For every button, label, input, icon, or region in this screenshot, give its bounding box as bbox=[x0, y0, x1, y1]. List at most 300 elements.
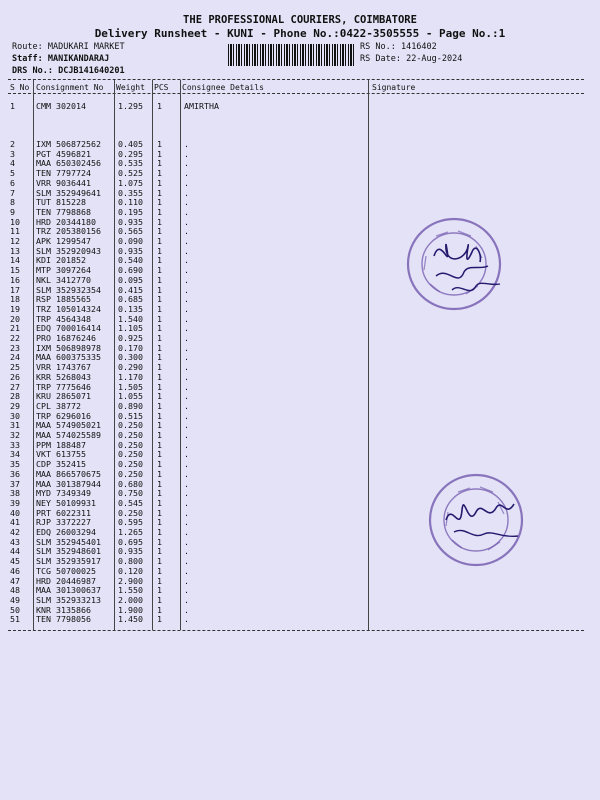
table-row bbox=[0, 188, 600, 198]
cell-consignment: HRD 20446987 bbox=[36, 575, 96, 586]
cell-sno: 44 bbox=[10, 546, 20, 557]
cell-consignment: MAA 301300637 bbox=[36, 585, 101, 596]
cell-consignee: . bbox=[184, 391, 189, 402]
cell-sno: 36 bbox=[10, 468, 20, 479]
cell-consignment: HRD 20344180 bbox=[36, 216, 96, 227]
cell-consignment: CPL 38772 bbox=[36, 400, 81, 411]
cell-sno: 38 bbox=[10, 488, 20, 499]
table-row bbox=[0, 614, 600, 624]
cell-sno: 49 bbox=[10, 594, 20, 605]
cell-pcs: 1 bbox=[157, 459, 162, 470]
cell-weight: 0.250 bbox=[118, 430, 143, 440]
cell-pcs: 1 bbox=[157, 556, 162, 567]
cell-consignment: IXM 506872562 bbox=[36, 139, 101, 149]
cell-consignment: PRT 6022311 bbox=[36, 507, 91, 518]
table-row bbox=[0, 576, 600, 586]
cell-sno: 48 bbox=[10, 585, 20, 596]
cell-sno: 29 bbox=[10, 400, 20, 411]
cell-weight: 0.250 bbox=[118, 507, 143, 518]
cell-weight: 0.535 bbox=[118, 158, 143, 169]
cell-pcs: 1 bbox=[157, 449, 162, 460]
cell-consignee: . bbox=[184, 177, 189, 188]
cell-consignee: . bbox=[184, 313, 189, 324]
col-header-consignment: Consignment No bbox=[36, 83, 104, 92]
cell-consignee: . bbox=[184, 294, 189, 305]
runsheet-subtitle: Delivery Runsheet - KUNI - Phone No.:0422-3505555 - Page No.:1 bbox=[94, 27, 506, 40]
cell-consignee: . bbox=[184, 362, 189, 373]
cell-weight: 0.250 bbox=[118, 420, 143, 431]
staff-value: MANIKANDARAJ bbox=[47, 54, 110, 64]
cell-pcs: 1 bbox=[157, 400, 162, 411]
cell-consignment: KRU 2865071 bbox=[36, 391, 91, 402]
cell-weight: 0.295 bbox=[118, 148, 143, 159]
cell-consignment: PGT 4596821 bbox=[36, 148, 91, 159]
cell-consignment: TEN 7798868 bbox=[36, 206, 91, 217]
cell-consignee: . bbox=[184, 488, 189, 499]
cell-sno: 23 bbox=[10, 342, 20, 353]
col-header-signature: Signature bbox=[372, 83, 416, 92]
cell-weight: 0.695 bbox=[118, 536, 143, 547]
cell-sno: 4 bbox=[10, 158, 15, 169]
cell-sno: 1 bbox=[10, 101, 15, 111]
cell-sno: 51 bbox=[10, 614, 20, 625]
rs-no-value: 1416402 bbox=[400, 42, 437, 52]
cell-weight: 0.685 bbox=[118, 294, 143, 305]
cell-consignee: . bbox=[184, 546, 189, 557]
table-row bbox=[0, 382, 600, 392]
cell-consignment: TRP 4564348 bbox=[36, 313, 91, 324]
drs-value: DCJB141640201 bbox=[58, 66, 125, 76]
cell-pcs: 1 bbox=[157, 507, 162, 518]
table-row bbox=[0, 430, 600, 440]
table-row bbox=[0, 178, 600, 188]
cell-sno: 30 bbox=[10, 410, 20, 421]
cell-sno: 45 bbox=[10, 556, 20, 567]
table-row bbox=[0, 411, 600, 421]
cell-weight: 0.525 bbox=[118, 168, 143, 179]
cell-pcs: 1 bbox=[157, 381, 162, 392]
cell-pcs: 1 bbox=[157, 274, 162, 285]
cell-pcs: 1 bbox=[157, 478, 162, 489]
cell-consignment: MAA 600375335 bbox=[36, 352, 101, 363]
cell-weight: 0.515 bbox=[118, 410, 143, 421]
cell-consignee: . bbox=[184, 468, 189, 479]
cell-sno: 46 bbox=[10, 565, 20, 576]
delivery-stamp-signature bbox=[418, 462, 548, 572]
table-row bbox=[0, 391, 600, 401]
cell-consignee: . bbox=[184, 527, 189, 537]
cell-pcs: 1 bbox=[157, 158, 162, 169]
cell-consignment: SLM 352948601 bbox=[36, 546, 101, 557]
drs-label: DRS No.: bbox=[12, 66, 53, 76]
cell-weight: 0.935 bbox=[118, 245, 143, 256]
cell-sno: 35 bbox=[10, 459, 20, 470]
bottom-rule bbox=[8, 630, 584, 631]
cell-consignee: . bbox=[184, 604, 189, 615]
cell-pcs: 1 bbox=[157, 168, 162, 179]
cell-pcs: 1 bbox=[157, 488, 162, 499]
cell-sno: 24 bbox=[10, 352, 20, 363]
table-row bbox=[0, 333, 600, 343]
cell-sno: 47 bbox=[10, 575, 20, 586]
rs-no-label: RS No.: bbox=[360, 42, 396, 52]
route-value: MADUKARI MARKET bbox=[47, 42, 125, 52]
table-row bbox=[0, 401, 600, 411]
staff-label: Staff: bbox=[12, 54, 43, 64]
cell-pcs: 1 bbox=[157, 197, 162, 208]
cell-weight: 0.170 bbox=[118, 342, 143, 353]
cell-consignment: MTP 3097264 bbox=[36, 265, 91, 276]
cell-sno: 25 bbox=[10, 362, 20, 373]
cell-weight: 0.565 bbox=[118, 226, 143, 237]
cell-weight: 1.105 bbox=[118, 323, 143, 334]
cell-consignment: EDQ 700016414 bbox=[36, 323, 101, 334]
cell-consignment: TRP 7775646 bbox=[36, 381, 91, 392]
cell-sno: 6 bbox=[10, 177, 15, 188]
cell-weight: 0.355 bbox=[118, 187, 143, 198]
cell-consignment: TEN 7797724 bbox=[36, 168, 91, 179]
cell-weight: 0.405 bbox=[118, 139, 143, 149]
cell-consignee: . bbox=[184, 430, 189, 440]
cell-weight: 0.250 bbox=[118, 449, 143, 460]
cell-weight: 1.505 bbox=[118, 381, 143, 392]
cell-consignee: . bbox=[184, 410, 189, 421]
cell-weight: 1.900 bbox=[118, 604, 143, 615]
cell-consignment: RJP 3372227 bbox=[36, 517, 91, 528]
rs-date-line bbox=[360, 54, 462, 64]
cell-sno: 22 bbox=[10, 333, 20, 343]
cell-weight: 0.090 bbox=[118, 236, 143, 246]
cell-weight: 0.415 bbox=[118, 284, 143, 295]
cell-weight: 1.540 bbox=[118, 313, 143, 324]
cell-pcs: 1 bbox=[157, 148, 162, 159]
cell-sno: 34 bbox=[10, 449, 20, 460]
cell-sno: 13 bbox=[10, 245, 20, 256]
cell-weight: 1.295 bbox=[118, 101, 143, 111]
company-title: THE PROFESSIONAL COURIERS, COIMBATORE bbox=[183, 14, 417, 26]
col-header-weight: Weight bbox=[116, 83, 145, 92]
cell-consignee: . bbox=[184, 303, 189, 314]
cell-consignment: TRZ 105014324 bbox=[36, 303, 101, 314]
table-row bbox=[0, 168, 600, 178]
route-line bbox=[12, 42, 125, 52]
cell-weight: 0.680 bbox=[118, 478, 143, 489]
cell-consignee: . bbox=[184, 226, 189, 237]
cell-consignee: . bbox=[184, 352, 189, 363]
cell-sno: 28 bbox=[10, 391, 20, 402]
cell-pcs: 1 bbox=[157, 255, 162, 266]
cell-sno: 50 bbox=[10, 604, 20, 615]
cell-consignment: NEY 50109931 bbox=[36, 497, 96, 508]
cell-sno: 27 bbox=[10, 381, 20, 392]
cell-pcs: 1 bbox=[157, 303, 162, 314]
cell-consignee: . bbox=[184, 323, 189, 334]
cell-weight: 0.120 bbox=[118, 565, 143, 576]
cell-consignee: . bbox=[184, 381, 189, 392]
cell-sno: 9 bbox=[10, 206, 15, 217]
table-row bbox=[0, 158, 600, 168]
cell-weight: 0.935 bbox=[118, 546, 143, 557]
cell-sno: 33 bbox=[10, 439, 20, 450]
cell-pcs: 1 bbox=[157, 333, 162, 343]
cell-consignee: . bbox=[184, 284, 189, 295]
cell-consignment: SLM 352949641 bbox=[36, 187, 101, 198]
cell-weight: 0.750 bbox=[118, 488, 143, 499]
cell-consignment: MAA 574025589 bbox=[36, 430, 101, 440]
table-row bbox=[0, 605, 600, 615]
cell-pcs: 1 bbox=[157, 430, 162, 440]
cell-consignment: SLM 352945401 bbox=[36, 536, 101, 547]
cell-consignee: . bbox=[184, 556, 189, 567]
cell-sno: 31 bbox=[10, 420, 20, 431]
table-row bbox=[0, 585, 600, 595]
cell-weight: 0.300 bbox=[118, 352, 143, 363]
cell-weight: 2.000 bbox=[118, 594, 143, 605]
cell-consignment: TCG 50700025 bbox=[36, 565, 96, 576]
cell-weight: 0.690 bbox=[118, 265, 143, 276]
rs-date-value: 22-Aug-2024 bbox=[406, 54, 463, 64]
cell-consignee: . bbox=[184, 565, 189, 576]
table-row bbox=[0, 372, 600, 382]
cell-sno: 40 bbox=[10, 507, 20, 518]
cell-weight: 0.545 bbox=[118, 497, 143, 508]
cell-pcs: 1 bbox=[157, 294, 162, 305]
cell-consignment: TUT 815228 bbox=[36, 197, 86, 208]
cell-weight: 0.250 bbox=[118, 459, 143, 470]
cell-weight: 1.075 bbox=[118, 177, 143, 188]
cell-consignment: CMM 302014 bbox=[36, 101, 86, 111]
cell-consignment: MAA 574905021 bbox=[36, 420, 101, 431]
cell-weight: 0.250 bbox=[118, 439, 143, 450]
cell-pcs: 1 bbox=[157, 187, 162, 198]
cell-sno: 14 bbox=[10, 255, 20, 266]
cell-consignment: VKT 613755 bbox=[36, 449, 86, 460]
cell-consignee: . bbox=[184, 536, 189, 547]
cell-consignee: . bbox=[184, 274, 189, 285]
cell-sno: 15 bbox=[10, 265, 20, 276]
cell-sno: 5 bbox=[10, 168, 15, 179]
cell-pcs: 1 bbox=[157, 497, 162, 508]
table-row bbox=[0, 101, 600, 111]
cell-sno: 21 bbox=[10, 323, 20, 334]
cell-consignment: PRO 16876246 bbox=[36, 333, 96, 343]
cell-pcs: 1 bbox=[157, 313, 162, 324]
cell-weight: 0.290 bbox=[118, 362, 143, 373]
cell-consignee: . bbox=[184, 265, 189, 276]
cell-consignee: . bbox=[184, 158, 189, 169]
cell-consignee: . bbox=[184, 449, 189, 460]
cell-pcs: 1 bbox=[157, 236, 162, 246]
cell-consignment: MAA 650302456 bbox=[36, 158, 101, 169]
cell-sno: 2 bbox=[10, 139, 15, 149]
route-label: Route: bbox=[12, 42, 43, 52]
cell-pcs: 1 bbox=[157, 614, 162, 625]
cell-weight: 0.890 bbox=[118, 400, 143, 411]
cell-weight: 1.450 bbox=[118, 614, 143, 625]
cell-pcs: 1 bbox=[157, 594, 162, 605]
cell-sno: 20 bbox=[10, 313, 20, 324]
cell-pcs: 1 bbox=[157, 323, 162, 334]
cell-weight: 0.800 bbox=[118, 556, 143, 567]
cell-weight: 0.540 bbox=[118, 255, 143, 266]
cell-pcs: 1 bbox=[157, 362, 162, 373]
cell-consignee: . bbox=[184, 139, 189, 149]
cell-sno: 37 bbox=[10, 478, 20, 489]
cell-sno: 17 bbox=[10, 284, 20, 295]
rs-no-line bbox=[360, 42, 437, 52]
cell-sno: 26 bbox=[10, 371, 20, 382]
cell-consignment: KRR 5268043 bbox=[36, 371, 91, 382]
cell-consignment: TRZ 205380156 bbox=[36, 226, 101, 237]
cell-pcs: 1 bbox=[157, 371, 162, 382]
cell-sno: 18 bbox=[10, 294, 20, 305]
cell-pcs: 1 bbox=[157, 101, 162, 111]
cell-consignment: VRR 9036441 bbox=[36, 177, 91, 188]
cell-consignee: . bbox=[184, 168, 189, 179]
col-header-pcs: PCS bbox=[154, 83, 169, 92]
cell-pcs: 1 bbox=[157, 527, 162, 537]
table-row bbox=[0, 440, 600, 450]
delivery-stamp-signature bbox=[396, 206, 526, 316]
cell-pcs: 1 bbox=[157, 468, 162, 479]
cell-pcs: 1 bbox=[157, 245, 162, 256]
cell-consignee: AMIRTHA bbox=[184, 101, 219, 111]
cell-pcs: 1 bbox=[157, 420, 162, 431]
cell-pcs: 1 bbox=[157, 536, 162, 547]
cell-sno: 43 bbox=[10, 536, 20, 547]
cell-consignee: . bbox=[184, 497, 189, 508]
cell-consignee: . bbox=[184, 333, 189, 343]
cell-consignment: TRP 6296016 bbox=[36, 410, 91, 421]
cell-consignment: MYD 7349349 bbox=[36, 488, 91, 499]
table-row bbox=[0, 343, 600, 353]
cell-consignment: RSP 1885565 bbox=[36, 294, 91, 305]
cell-consignee: . bbox=[184, 420, 189, 431]
cell-sno: 3 bbox=[10, 148, 15, 159]
cell-pcs: 1 bbox=[157, 177, 162, 188]
cell-consignee: . bbox=[184, 594, 189, 605]
col-header-consignee: Consignee Details bbox=[182, 83, 264, 92]
cell-weight: 0.935 bbox=[118, 216, 143, 227]
rs-date-label: RS Date: bbox=[360, 54, 401, 64]
cell-consignee: . bbox=[184, 187, 189, 198]
table-row bbox=[0, 420, 600, 430]
cell-consignee: . bbox=[184, 439, 189, 450]
cell-consignee: . bbox=[184, 585, 189, 596]
cell-weight: 1.170 bbox=[118, 371, 143, 382]
cell-pcs: 1 bbox=[157, 565, 162, 576]
cell-consignee: . bbox=[184, 245, 189, 256]
cell-consignee: . bbox=[184, 459, 189, 470]
cell-consignee: . bbox=[184, 614, 189, 625]
cell-weight: 1.550 bbox=[118, 585, 143, 596]
cell-consignment: SLM 352932354 bbox=[36, 284, 101, 295]
cell-consignee: . bbox=[184, 255, 189, 266]
cell-consignee: . bbox=[184, 197, 189, 208]
cell-consignee: . bbox=[184, 371, 189, 382]
cell-sno: 16 bbox=[10, 274, 20, 285]
staff-line bbox=[12, 54, 109, 64]
drs-line bbox=[12, 66, 125, 76]
top-rule bbox=[8, 79, 584, 80]
cell-weight: 1.265 bbox=[118, 527, 143, 537]
cell-pcs: 1 bbox=[157, 575, 162, 586]
cell-pcs: 1 bbox=[157, 206, 162, 217]
cell-weight: 0.110 bbox=[118, 197, 143, 208]
cell-consignment: MAA 866570675 bbox=[36, 468, 101, 479]
cell-weight: 0.195 bbox=[118, 206, 143, 217]
table-row bbox=[0, 323, 600, 333]
cell-weight: 0.595 bbox=[118, 517, 143, 528]
cell-weight: 2.900 bbox=[118, 575, 143, 586]
cell-sno: 42 bbox=[10, 527, 20, 537]
table-row bbox=[0, 149, 600, 159]
cell-pcs: 1 bbox=[157, 410, 162, 421]
cell-sno: 41 bbox=[10, 517, 20, 528]
cell-consignee: . bbox=[184, 478, 189, 489]
cell-weight: 0.925 bbox=[118, 333, 143, 343]
cell-consignee: . bbox=[184, 342, 189, 353]
cell-pcs: 1 bbox=[157, 352, 162, 363]
cell-consignment: SLM 352935917 bbox=[36, 556, 101, 567]
cell-consignee: . bbox=[184, 575, 189, 586]
cell-consignment: NKL 3412770 bbox=[36, 274, 91, 285]
cell-pcs: 1 bbox=[157, 585, 162, 596]
cell-consignment: VRR 1743767 bbox=[36, 362, 91, 373]
cell-consignment: CDP 352415 bbox=[36, 459, 86, 470]
cell-consignment: TEN 7798056 bbox=[36, 614, 91, 625]
table-row bbox=[0, 449, 600, 459]
cell-weight: 0.095 bbox=[118, 274, 143, 285]
cell-pcs: 1 bbox=[157, 604, 162, 615]
table-row bbox=[0, 139, 600, 149]
cell-consignment: MAA 301387944 bbox=[36, 478, 101, 489]
cell-weight: 1.055 bbox=[118, 391, 143, 402]
cell-consignee: . bbox=[184, 148, 189, 159]
cell-consignment: KNR 3135866 bbox=[36, 604, 91, 615]
cell-consignment: KDI 201852 bbox=[36, 255, 86, 266]
cell-pcs: 1 bbox=[157, 342, 162, 353]
cell-consignment: SLM 352933213 bbox=[36, 594, 101, 605]
cell-pcs: 1 bbox=[157, 439, 162, 450]
cell-consignee: . bbox=[184, 206, 189, 217]
cell-weight: 0.135 bbox=[118, 303, 143, 314]
barcode bbox=[228, 44, 356, 66]
cell-pcs: 1 bbox=[157, 265, 162, 276]
cell-pcs: 1 bbox=[157, 546, 162, 557]
table-row bbox=[0, 595, 600, 605]
cell-sno: 39 bbox=[10, 497, 20, 508]
cell-consignee: . bbox=[184, 236, 189, 246]
table-row bbox=[0, 362, 600, 372]
cell-consignment: IXM 506898978 bbox=[36, 342, 101, 353]
cell-consignee: . bbox=[184, 216, 189, 227]
cell-consignment: PPM 188487 bbox=[36, 439, 86, 450]
cell-pcs: 1 bbox=[157, 391, 162, 402]
cell-pcs: 1 bbox=[157, 139, 162, 149]
cell-sno: 19 bbox=[10, 303, 20, 314]
cell-sno: 8 bbox=[10, 197, 15, 208]
col-header-sno: S No bbox=[10, 83, 30, 92]
cell-sno: 7 bbox=[10, 187, 15, 198]
cell-consignee: . bbox=[184, 400, 189, 411]
cell-pcs: 1 bbox=[157, 216, 162, 227]
cell-consignee: . bbox=[184, 507, 189, 518]
cell-consignment: EDQ 26003294 bbox=[36, 527, 96, 537]
cell-sno: 32 bbox=[10, 430, 20, 440]
cell-pcs: 1 bbox=[157, 226, 162, 237]
cell-sno: 11 bbox=[10, 226, 20, 237]
